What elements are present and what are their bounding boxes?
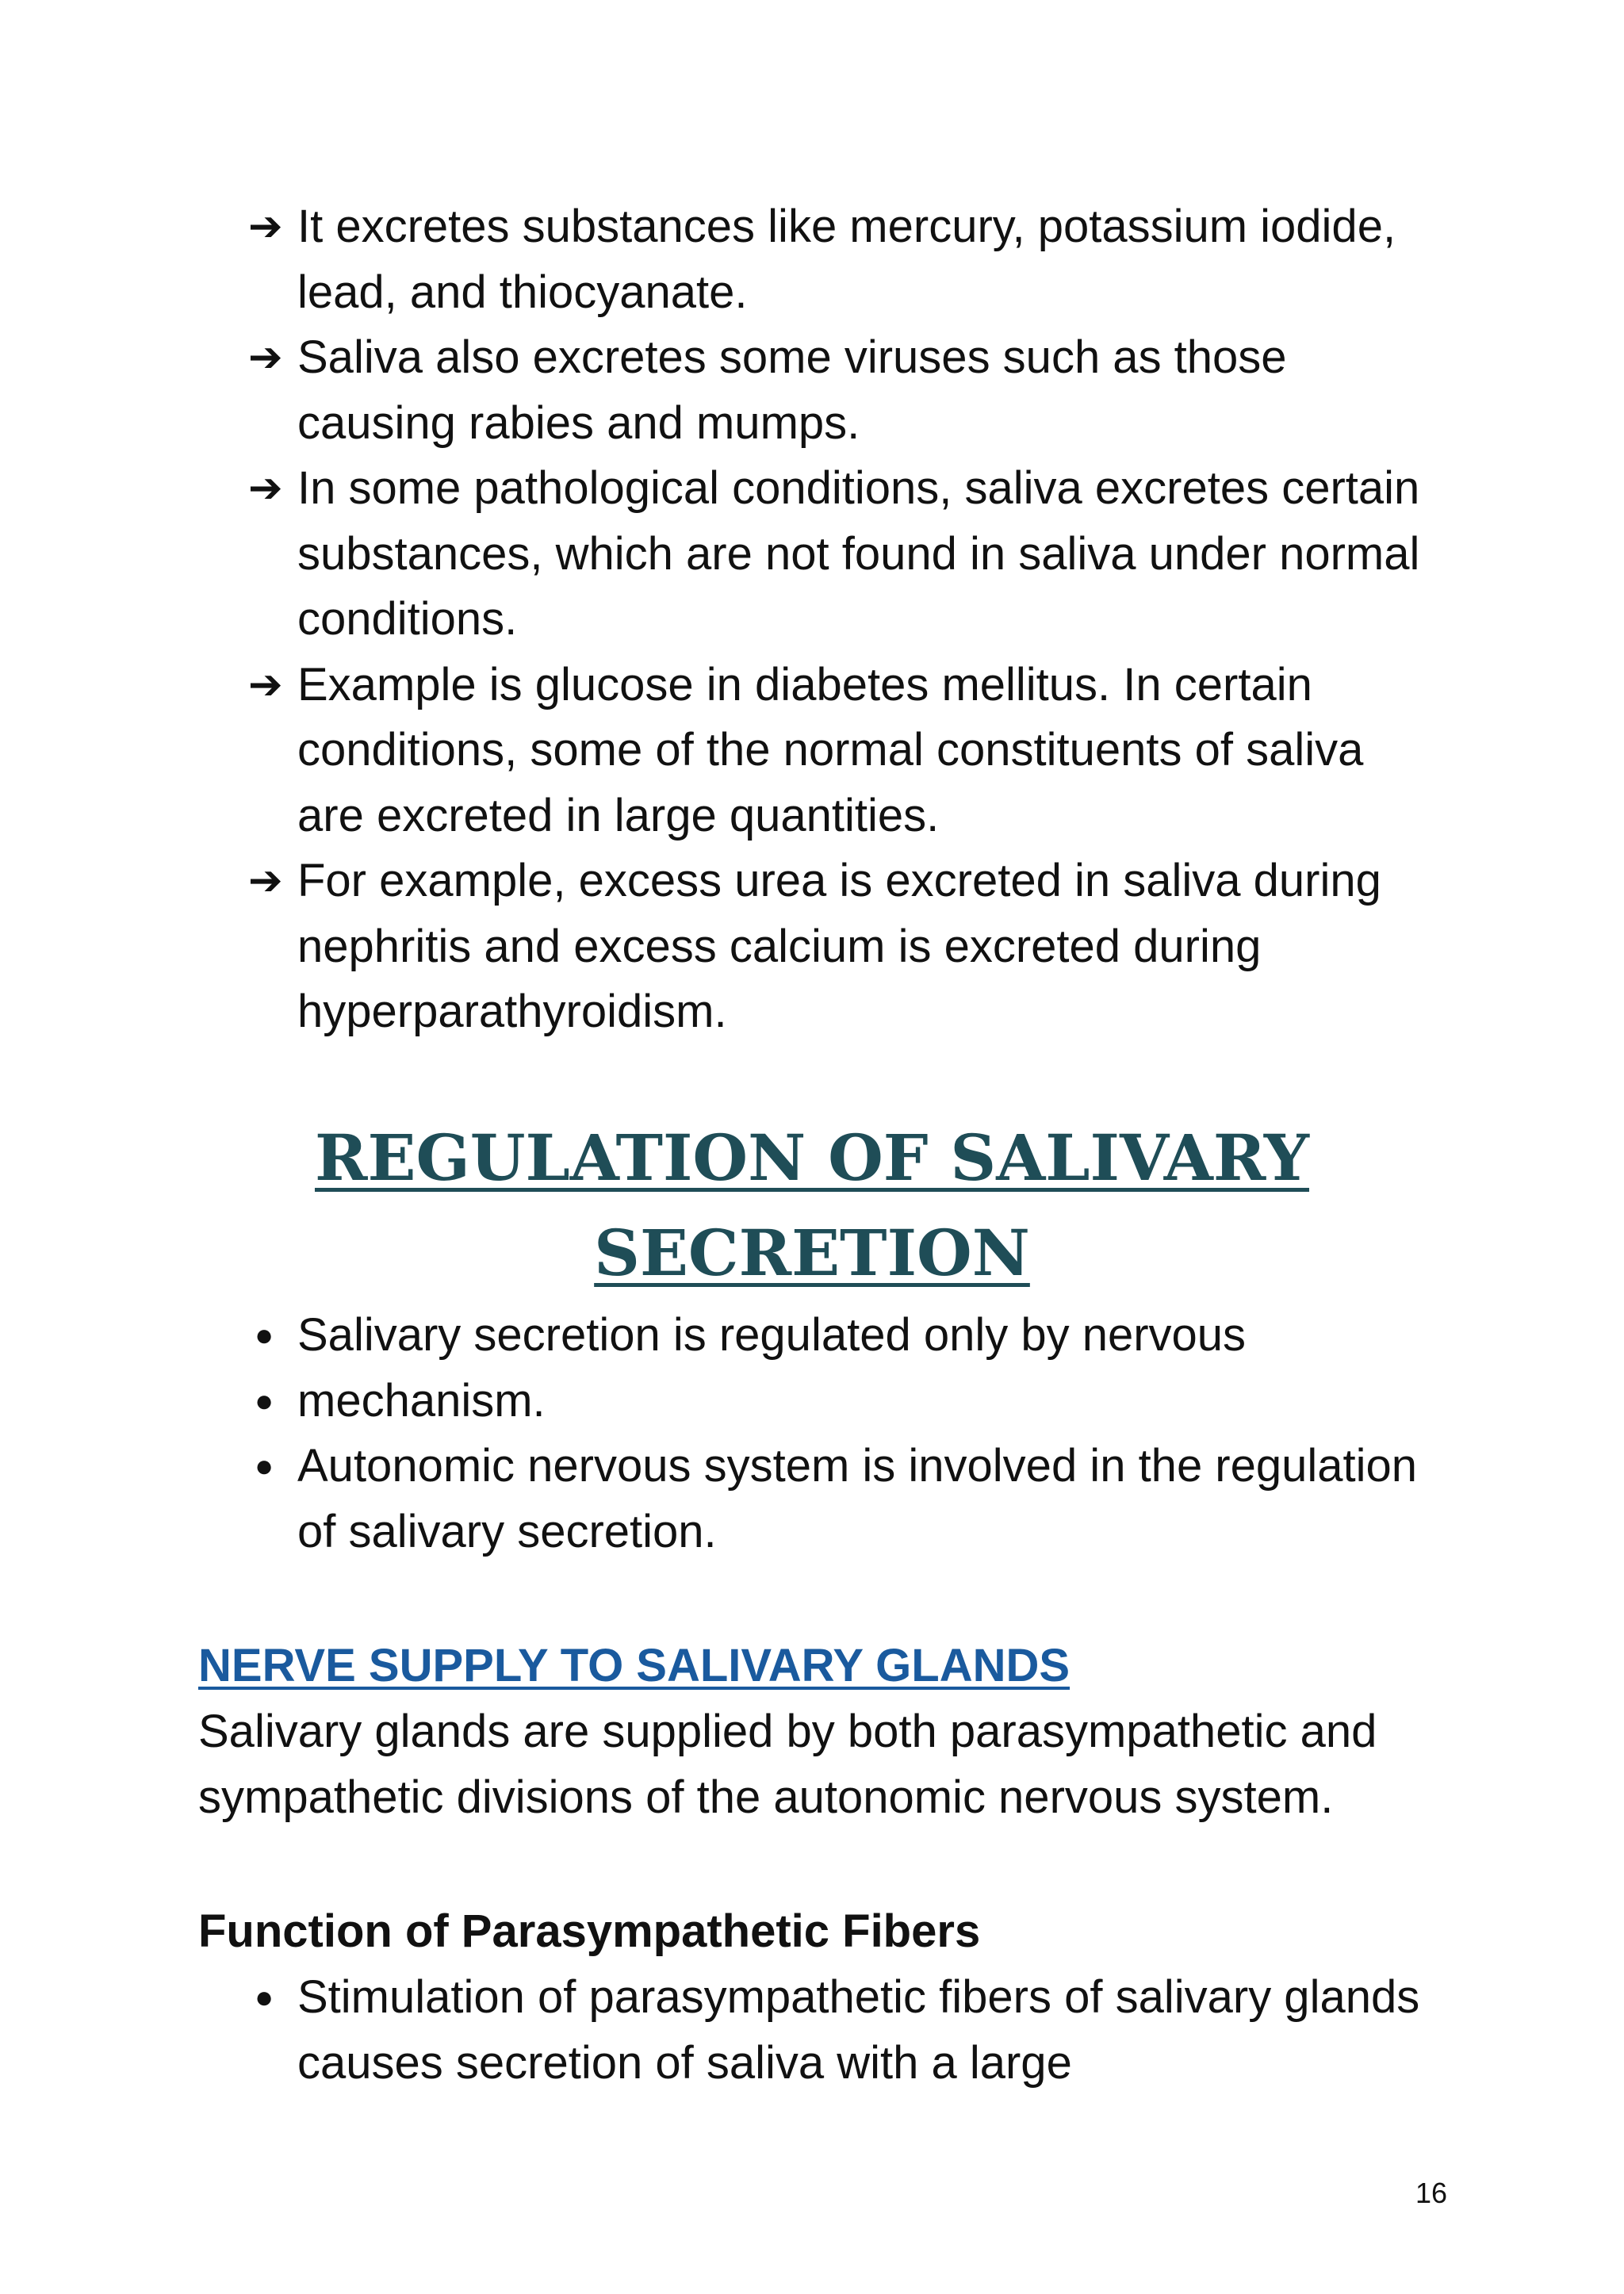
nerve-supply-paragraph: Salivary glands are supplied by both parasympathetic and sympathetic divisions of the autonomic nervous system. [198,1706,1377,1823]
arrow-list-item [248,194,1438,325]
section-title [0,1110,1624,1300]
bullet-list-item [248,1303,1438,1369]
parasympathetic-function-heading: Function of Parasympathetic Fibers [198,1905,981,1957]
bullet-item-text: Stimulation of parasympathetic fibers of salivary glands causes secretion of saliva with a large [297,1971,1420,2089]
arrow-list-item [248,653,1438,849]
arrow-item-text: Example is glucose in diabetes mellitus. In certain conditions, some of the normal constituents of saliva are excreted in large quantities. [297,658,1364,841]
arrow-item-text: It excretes substances like mercury, potassium iodide, lead, and thiocyanate. [297,201,1396,318]
arrow-right-icon: ➔ [248,661,283,709]
bullet-icon: ● [255,1980,274,2015]
bullet-item-text: mechanism. [297,1374,546,1427]
nerve-supply-heading: NERVE SUPPLY TO SALIVARY GLANDS [198,1640,1071,1691]
arrow-item-text: Saliva also excretes some viruses such as those causing rabies and mumps. [297,331,1287,449]
regulation-bullet-list [248,1303,1438,1564]
arrow-item-text: In some pathological conditions, saliva excretes certain substances, which are not found in saliva under normal conditions. [297,462,1420,645]
arrow-right-icon: ➔ [248,203,283,251]
arrow-list-item [248,848,1438,1045]
bullet-item-text: Autonomic nervous system is involved in the regulation of salivary secretion. [297,1440,1418,1557]
bullet-icon: ● [255,1383,274,1419]
arrow-item-text: For example, excess urea is excreted in saliva during nephritis and excess calcium is excreted during hyperparathyroidism. [297,855,1381,1037]
bullet-list-item [248,1434,1438,1564]
bullet-icon: ● [255,1318,274,1353]
bullet-icon: ● [255,1449,274,1484]
section-title-line-2: SECRETION [594,1216,1030,1290]
arrow-right-icon: ➔ [248,465,283,512]
excretion-arrow-list [248,194,1438,1045]
bullet-list-item [248,1965,1438,2096]
arrow-right-icon: ➔ [248,857,283,905]
bullet-list-item [248,1369,1438,1434]
section-title-line-1: REGULATION OF SALIVARY [314,1120,1310,1195]
bullet-item-text: Salivary secretion is regulated only by nervous [297,1309,1247,1361]
parasympathetic-bullet-list [248,1965,1438,2096]
arrow-right-icon: ➔ [248,334,283,381]
arrow-list-item [248,456,1438,653]
arrow-list-item [248,325,1438,456]
page-number: 16 [1415,2177,1448,2209]
